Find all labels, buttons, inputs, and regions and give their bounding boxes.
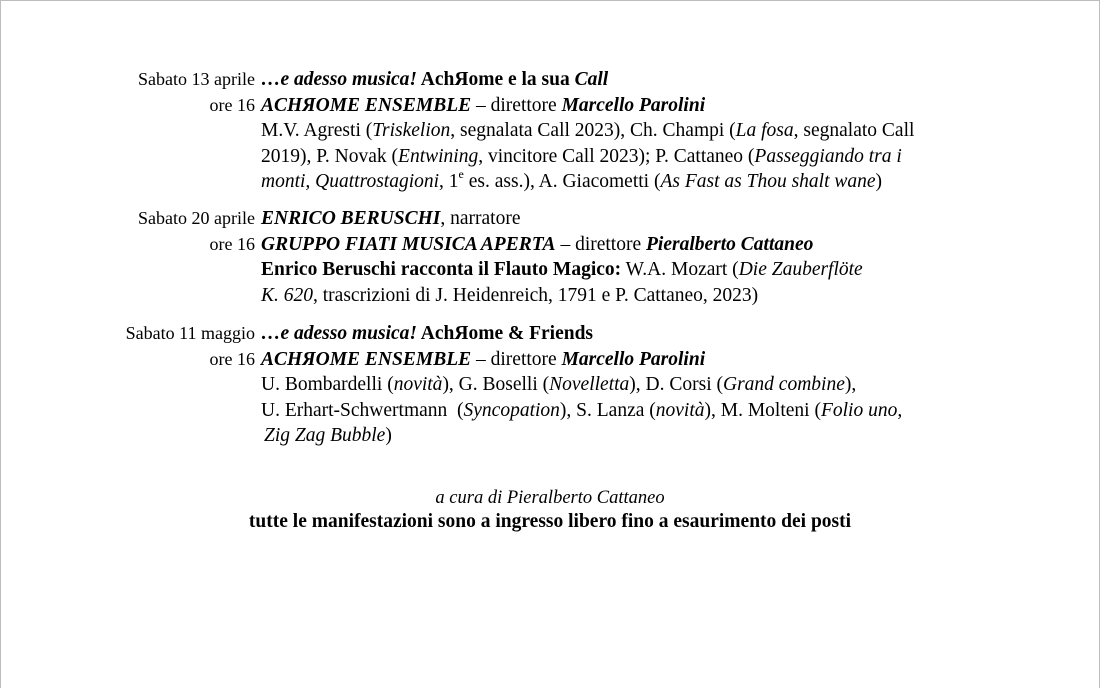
director-role: – direttore [471,348,562,370]
program-line: M.V. Agresti (Triskelion, segnalata Call 2023), Ch. Champi (La fosa, segnalato Call [261,120,915,141]
event-1 [0,67,1100,195]
director-name: Marcello Parolini [561,94,706,116]
ensemble-name: ACHЯOME ENSEMBLE [261,348,472,370]
director-name: Pieralberto Cattaneo [646,233,814,255]
work-title: Passeggiando tra i [754,145,902,167]
work-title: Folio uno, [820,399,903,421]
director-role: – direttore [471,94,562,116]
event-title-series: …e adesso musica! [261,323,417,344]
narrator-role: , narratore [440,208,521,229]
program-line: U. Erhart-Schwertmann (Syncopation), S. Lanza (novità), M. Molteni (Folio uno, [261,399,903,421]
event-performer-row [0,93,1100,119]
event-title [261,321,593,347]
program-line: U. Bombardelli (novità), G. Boselli (Novelletta), D. Corsi (Grand combine), [261,374,857,395]
free-entry-notice: tutte le manifestazioni sono a ingresso libero fino a esaurimento dei posti [248,511,852,532]
work-title: La fosa [735,120,794,141]
event-date: Sabato 20 aprile [138,208,255,228]
work-title: K. 620 [261,284,314,306]
event-title-text: AchЯome & Friends [417,323,594,344]
event-date: Sabato 13 aprile [138,69,255,89]
event-title-row [0,206,1100,232]
event-title-call: Call [574,69,609,90]
work-title: Entwining [398,145,479,167]
work-title: monti, Quattrostagioni [261,171,440,192]
event-title [261,206,520,232]
narrator-name: ENRICO BERUSCHI [261,208,441,229]
work-title: Die Zauberflöte [738,259,863,280]
event-title [261,67,608,93]
event-3 [0,321,1100,449]
event-2 [0,206,1100,308]
event-performer-row [0,347,1100,373]
program-heading: Enrico Beruschi racconta il Flauto Magico: [261,259,622,280]
work-title: As Fast as Thou shalt wane [660,171,876,192]
event-time: ore 16 [209,94,255,115]
program-line: K. 620, trascrizioni di J. Heidenreich, 1791 e P. Cattaneo, 2023) [261,284,759,306]
program-line: 2019), P. Novak (Entwining, vincitore Call 2023); P. Cattaneo (Passeggiando tra i [261,145,902,167]
event-title-row [0,321,1100,347]
event-title-row [0,67,1100,93]
event-time: ore 16 [209,348,255,369]
ensemble-name: GRUPPO FIATI MUSICA APERTA [261,233,556,255]
event-performer [261,347,705,373]
event-title-text: AchЯome e la sua [417,69,575,90]
work-title: Zig Zag Bubble [264,425,386,446]
program-line: Zig Zag Bubble) [264,425,392,446]
work-title: novità [655,399,705,421]
program-line: Enrico Beruschi racconta il Flauto Magico: W.A. Mozart (Die Zauberflöte [261,259,863,280]
work-title: Triskelion [372,120,451,141]
event-time: ore 16 [209,233,255,254]
program-line: monti, Quattrostagioni, 1e es. ass.), A. Giacometti (As Fast as Thou shalt wane) [261,166,883,192]
work-title: Novelletta [549,374,630,395]
event-performer-row [0,232,1100,258]
event-performer [261,232,813,258]
work-title: Syncopation [463,399,560,421]
director-role: – direttore [555,233,647,255]
director-name: Marcello Parolini [561,348,706,370]
curator-credit: a cura di Pieralberto Cattaneo [435,488,665,508]
event-date: Sabato 11 maggio [125,323,255,343]
event-performer [261,93,705,119]
event-title-series: …e adesso musica! [261,69,417,90]
work-title: novità [393,374,443,395]
ensemble-name: ACHЯOME ENSEMBLE [261,94,472,116]
work-title: Grand combine [723,374,845,395]
